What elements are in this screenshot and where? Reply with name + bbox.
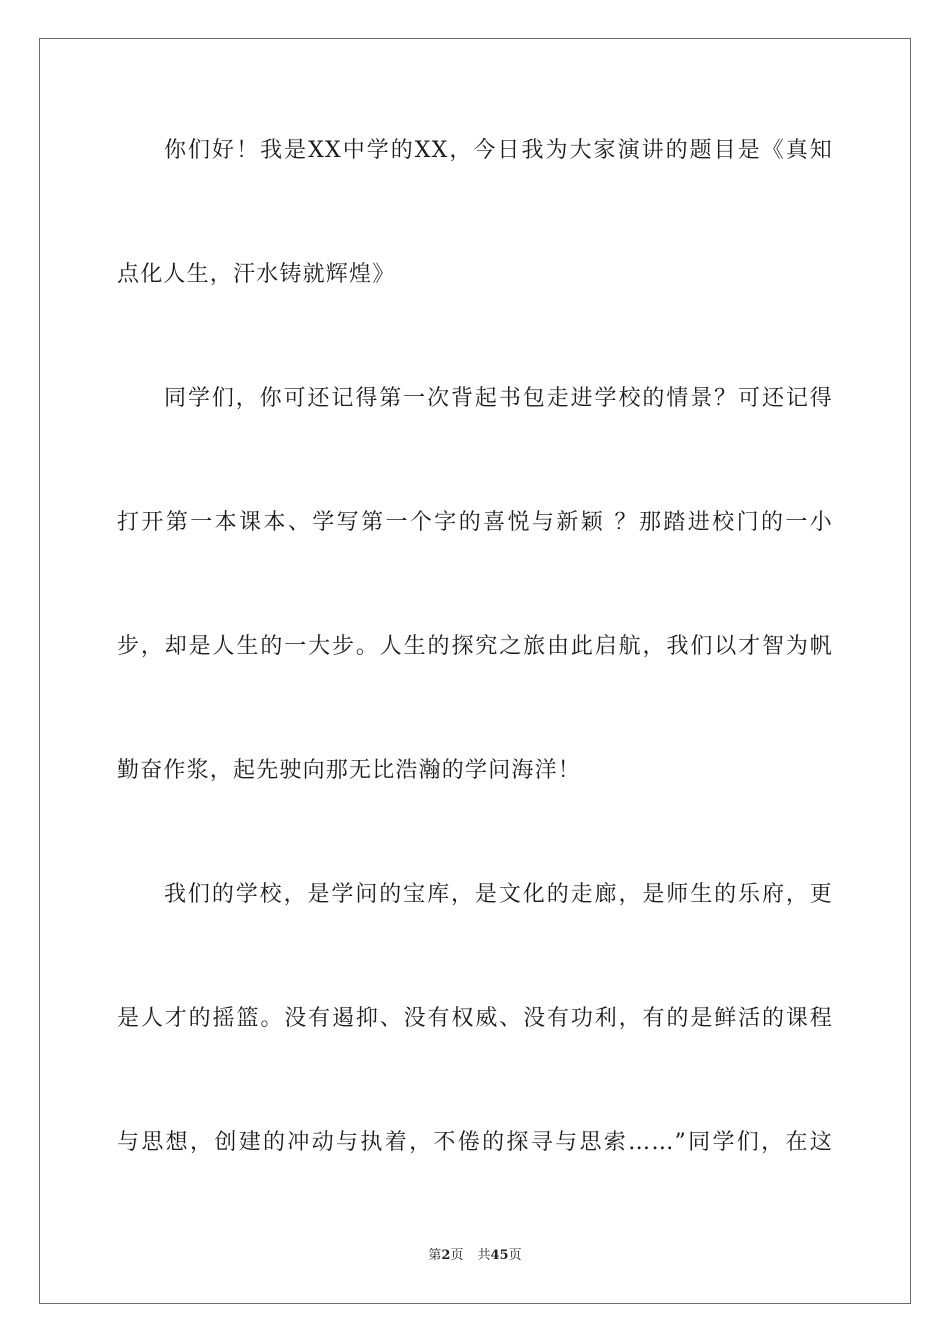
page-number: 2	[441, 1248, 451, 1263]
paragraph-line: 同学们，你可还记得第一次背起书包走进学校的情景？可还记得	[164, 386, 833, 411]
paragraph-line: 步，却是人生的一大步。人生的探究之旅由此启航，我们以才智为帆	[117, 634, 833, 659]
paragraph-line: 点化人生，汗水铸就辉煌》	[117, 262, 396, 287]
paragraph-line: 勤奋作浆，起先驶向那无比浩瀚的学问海洋！	[117, 758, 582, 783]
paragraph-line: 与思想，创建的冲动与执着，不倦的探寻与思索……”同学们，在这	[117, 1130, 833, 1155]
total-pages: 45	[490, 1248, 509, 1263]
paragraph-line: 我们的学校，是学问的宝库，是文化的走廊，是师生的乐府，更	[164, 882, 833, 907]
paragraph-line: 你们好！我是XX中学的XX，今日我为大家演讲的题目是《真知	[164, 138, 833, 163]
paragraph-line: 打开第一本课本、学写第一个字的喜悦与新颖 ？那踏进校门的一小	[117, 510, 833, 535]
paragraph-line: 是人才的摇篮。没有遏抑、没有权威、没有功利，有的是鲜活的课程	[117, 1006, 833, 1031]
page-border	[39, 38, 911, 1304]
page-suffix: 页	[450, 1248, 464, 1263]
total-prefix: 共	[477, 1248, 491, 1263]
total-suffix: 页	[508, 1248, 522, 1263]
page-footer	[0, 1247, 950, 1265]
page-prefix: 第	[428, 1248, 442, 1263]
